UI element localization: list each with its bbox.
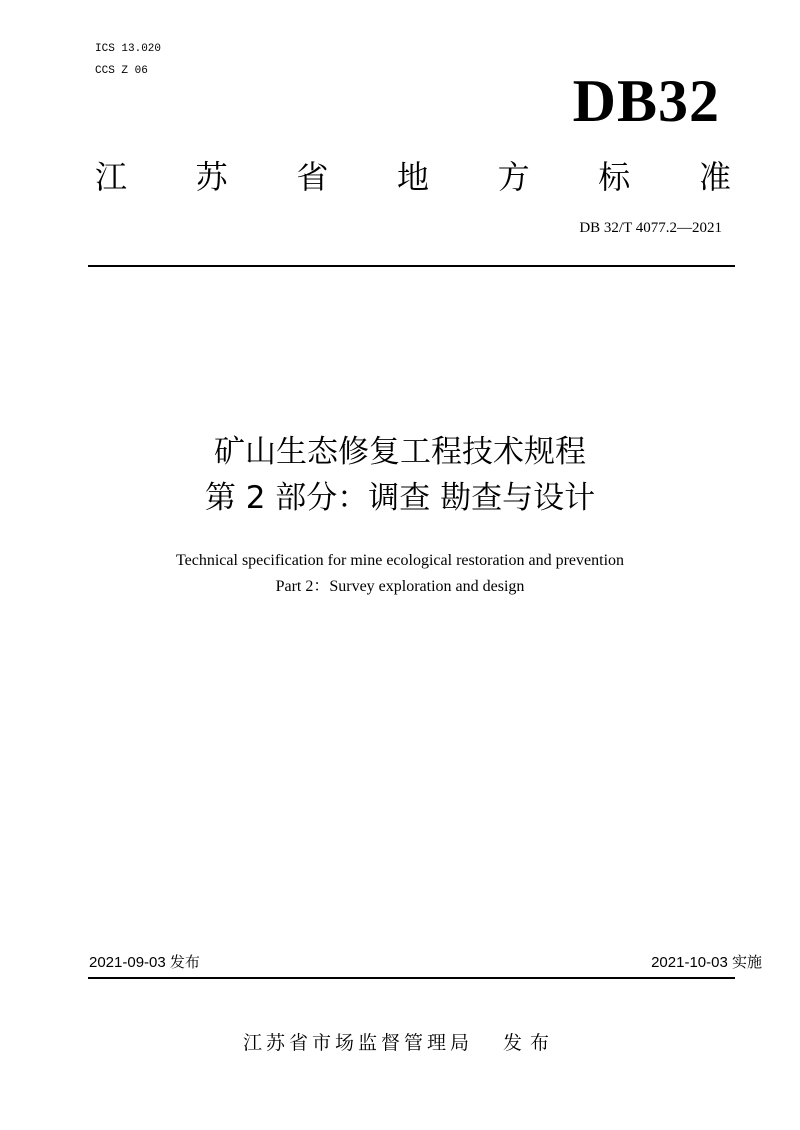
standard-type-title <box>95 157 731 197</box>
standard-type-char: 省 <box>296 158 329 196</box>
issue-date: 2021-09-03 发布 <box>89 954 200 971</box>
standard-number: DB 32/T 4077.2—2021 <box>579 220 722 236</box>
document-subtitle-cn: 第 2 部分：调查 勘查与设计 <box>204 480 596 516</box>
implementation-date: 2021-10-03 实施 <box>651 954 762 971</box>
standard-type-char: 方 <box>497 158 530 196</box>
publisher <box>0 1030 800 1056</box>
ccs-code: CCS Z 06 <box>95 65 148 77</box>
publisher-action: 发布 <box>503 1032 558 1054</box>
standard-type-char: 苏 <box>195 158 228 196</box>
ics-code: ICS 13.020 <box>95 43 162 55</box>
header-divider <box>88 265 735 267</box>
publisher-name: 江苏省市场监督管理局 <box>242 1032 473 1054</box>
document-title-en: Technical specification for mine ecological restoration and prevention <box>175 552 625 569</box>
footer-divider <box>88 977 735 979</box>
standard-type-char: 准 <box>698 158 731 196</box>
standard-type-char: 地 <box>396 158 429 196</box>
document-title-cn: 矿山生态修复工程技术规程 <box>214 434 586 470</box>
standard-type-char: 标 <box>598 158 631 196</box>
document-subtitle-en: Part 2：Survey exploration and design <box>275 578 525 595</box>
db-logo: DB32 <box>572 68 720 134</box>
standard-type-char: 江 <box>95 158 128 196</box>
